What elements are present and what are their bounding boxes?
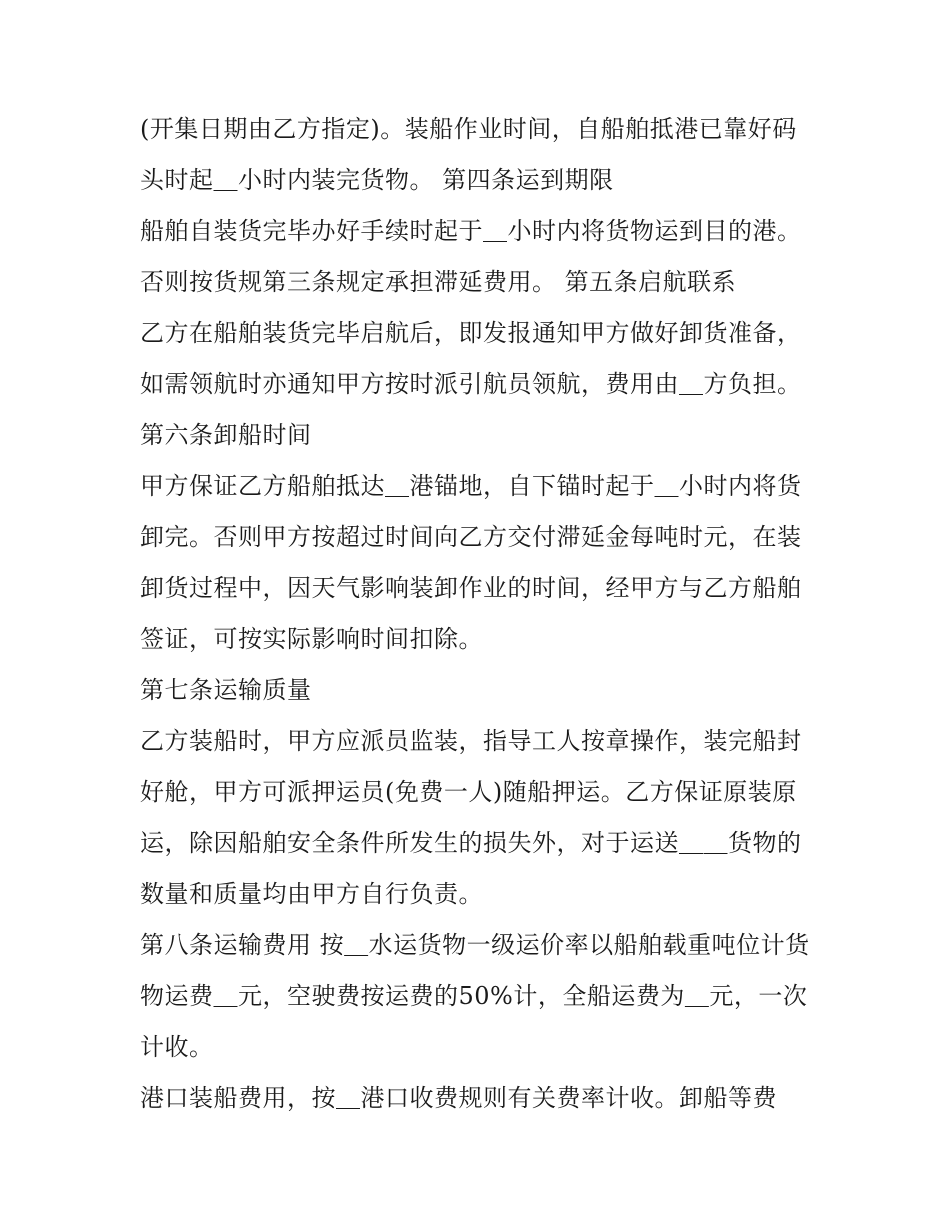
text-line: 卸完。否则甲方按超过时间向乙方交付滞延金每吨时元，在装 xyxy=(140,523,802,551)
text-line: 计收。 xyxy=(140,1033,214,1061)
text-line: 船舶自装货完毕办好手续时起于＿小时内将货物运到目的港。 xyxy=(140,217,802,245)
text-line: 甲方保证乙方船舶抵达＿港锚地，自下锚时起于＿小时内将货 xyxy=(140,472,802,500)
text-line: 数量和质量均由甲方自行负责。 xyxy=(140,880,483,908)
section-heading: 第七条运输质量 xyxy=(140,676,312,704)
section-heading: 第六条卸船时间 xyxy=(140,421,312,449)
text-line: 如需领航时亦通知甲方按时派引航员领航，费用由＿方负担。 xyxy=(140,370,802,398)
text-line: 乙方在船舶装货完毕启航后，即发报通知甲方做好卸货准备， xyxy=(140,319,802,347)
text-line: 港口装船费用，按＿港口收费规则有关费率计收。卸船等费 xyxy=(140,1084,777,1112)
text-line: 头时起＿小时内装完货物。 第四条运到期限 xyxy=(140,166,614,194)
text-line: 好舱，甲方可派押运员(免费一人)随船押运。乙方保证原装原 xyxy=(140,778,797,806)
text-line: 否则按货规第三条规定承担滞延费用。 第五条启航联系 xyxy=(140,268,737,296)
text-line: 第八条运输费用 按＿水运货物一级运价率以船舶载重吨位计货 xyxy=(140,931,810,959)
text-line: 运，除因船舶安全条件所发生的损失外，对于运送＿＿货物的 xyxy=(140,829,802,857)
text-line: 签证，可按实际影响时间扣除。 xyxy=(140,625,483,653)
text-line: 卸货过程中，因天气影响装卸作业的时间，经甲方与乙方船舶 xyxy=(140,574,802,602)
text-line: 乙方装船时，甲方应派员监装，指导工人按章操作，装完船封 xyxy=(140,727,802,755)
text-line: 物运费＿元，空驶费按运费的50%计，全船运费为＿元，一次 xyxy=(140,982,808,1010)
text-line: (开集日期由乙方指定)。装船作业时间，自船舶抵港已靠好码 xyxy=(140,115,797,143)
contract-text xyxy=(140,104,820,1124)
